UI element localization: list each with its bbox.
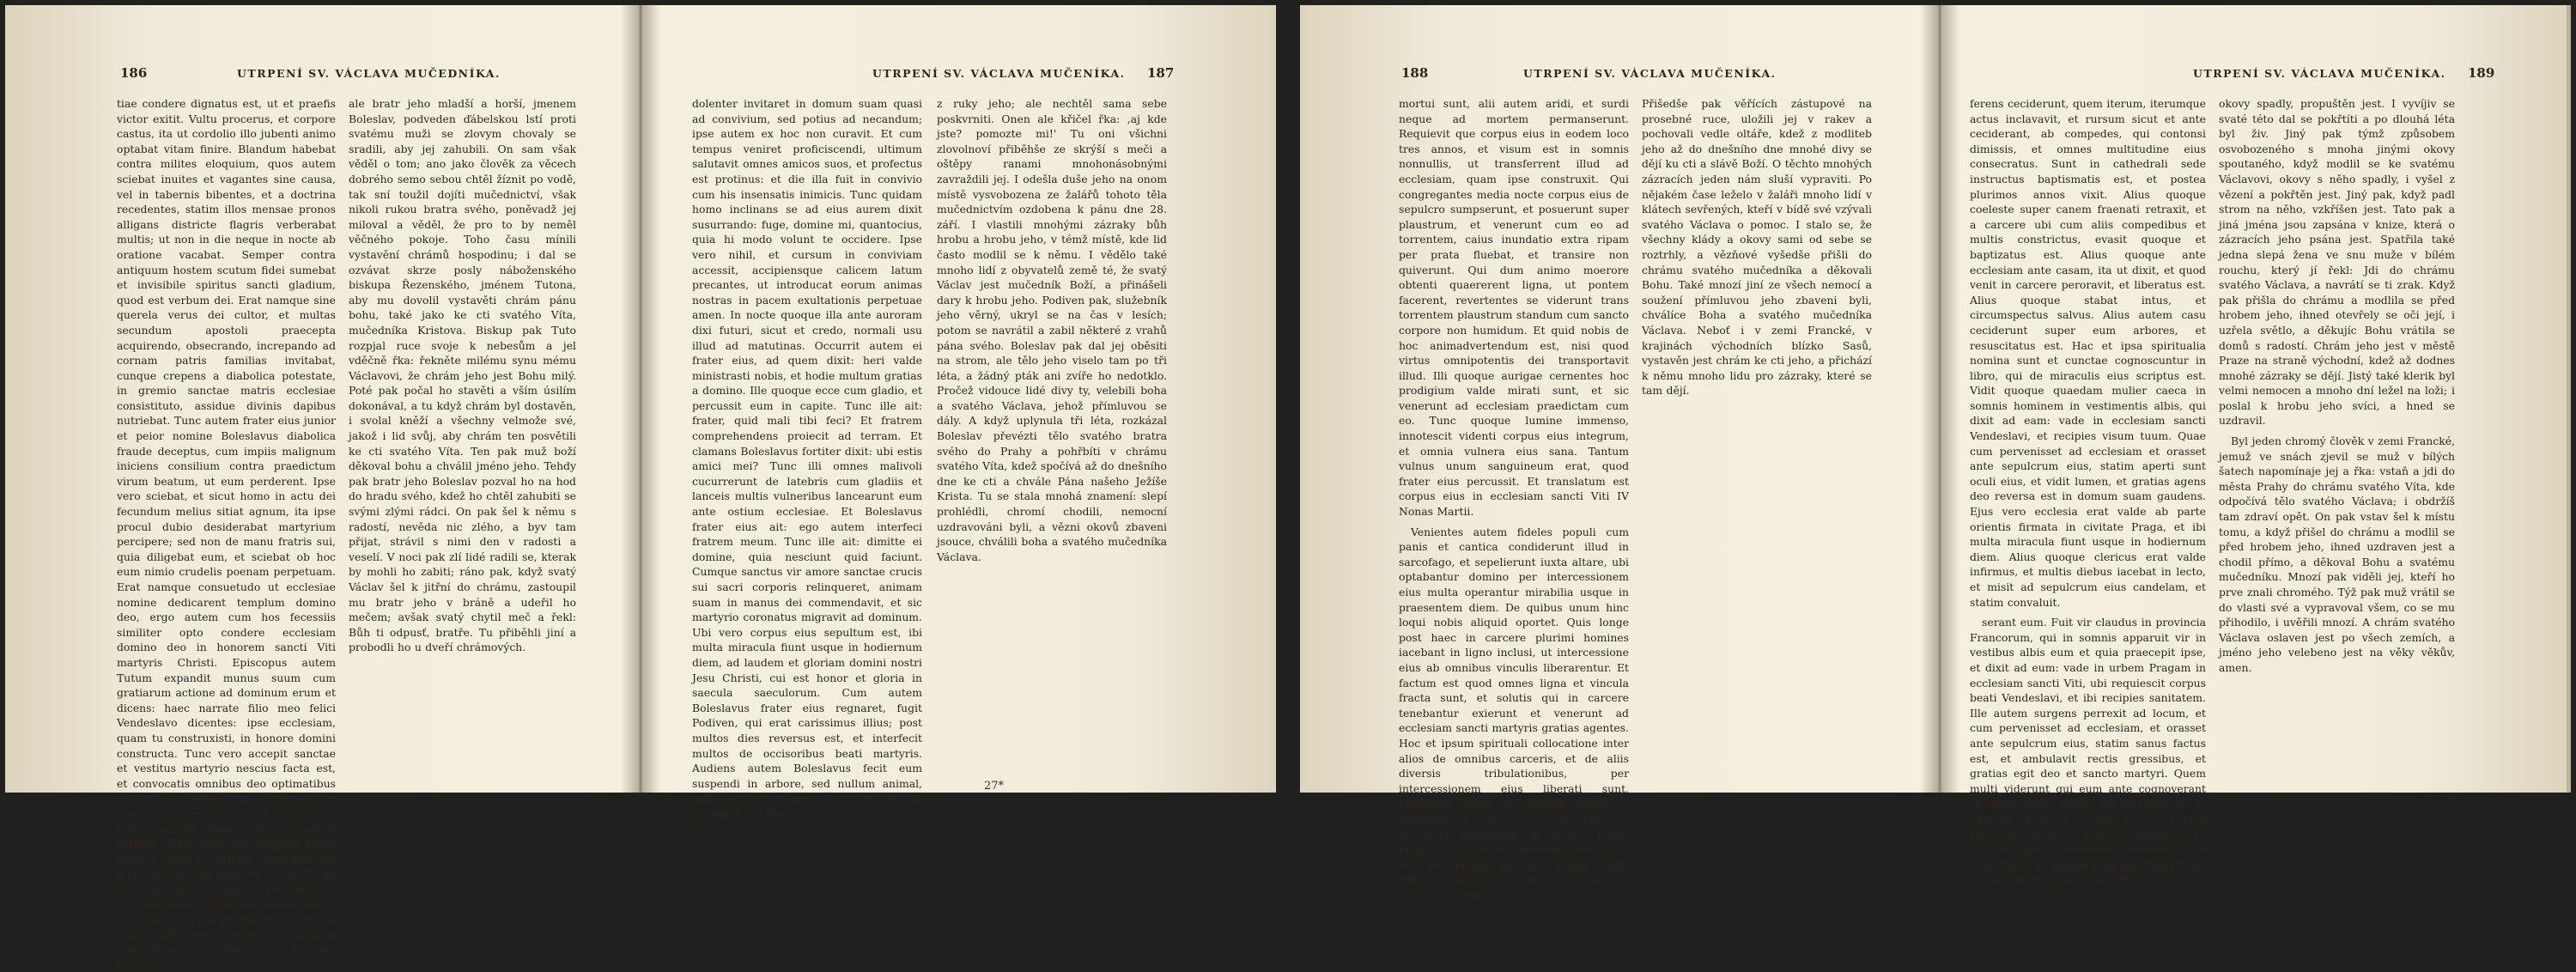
page-186 <box>5 5 641 971</box>
latin-column <box>1970 96 2206 886</box>
page-number: 188 <box>1401 65 1429 81</box>
scan-spread-right <box>1300 5 2571 901</box>
czech-column <box>349 96 576 783</box>
paragraph: Venientes autem fideles populi cum panis et cantica condiderunt illud in sarcofago, et sepelierunt iuxta altare, ubi optabantur domino per intercessionem eius multa operantur mirabilia usque in praesentem diem. De quibus unum hinc loqui nobis aliquid oportet. Quis longe post haec in carcere plurimi homines iacebant in ligno inclusi, ut intercessione eius ab omnibus vinculis liberarentur. Et factum est quod omnes ligna et vincula fracta sunt, et solutis qui in carcere tenebantur exierunt et venerunt ad ecclesiam sancti martyris gratias agentes. Hoc et ipsum spirituali collocatione inter alios de omnibus carceris, et de aliis diversis tribulationibus, per intercessionem eius liberati sunt, laudantes deum et sanctum martyrem Vendeslavum. Nam ecclesia eius in provincia Francorum, in oriente parte, prope ad regionem Saxoniae constructa est, et veniunt ad eam populi multi propter miracula quae ibi fiunt per intercessionem eius. <box>1399 525 1629 901</box>
page-number: 189 <box>2468 65 2495 81</box>
signature-mark: 27* <box>984 780 1005 793</box>
running-head: UTRPENÍ SV. VÁCLAVA MUČENÍKA. <box>2193 67 2446 80</box>
czech-column <box>1642 96 1872 783</box>
page-187 <box>641 5 1276 820</box>
latin-column <box>692 96 922 820</box>
paragraph: ale bratr jeho mladší a horší, jmenem Boleslav, podveden ďábelskou lstí proti svatému muži se zlovym chovaly se sradili, aby jej zahubili. On sam však věděl o tom; ano jako člověk za věcech dobrého semo sebou chtěl žíznit po vodě, tak sní toužil dojíti mučednictví, však nikoli rukou bratra svého, poněvadž jej miloval a věděl, že pro to by neměl věčného pokoje. Toho času mínili vystavění chrámů hospodinu; i dal se ozvávat skrze posly náboženského biskupa Řezenského, jménem Tutona, aby mu dovolil vystavěti chrám pánu bohu, také jako ke cti svatého Víta, mučedníka Kristova. Biskup pak Tuto rozpjal ruce svoje k nebesům a jel vděčně řka: řekněte milému synu mému Václavovi, že chrám jeho jest Bohu milý. Poté pak počal ho stavěti a vším úsilím dokonával, a tu když chrám byl dostavěn, i svolal kněží a všechny velmože své, jakož i lid svůj, aby chrám ten posvětili ke cti svatého Víta. Ten pak muž boží děkoval bohu a chválil jméno jeho. Tehdy pak bratr jeho Boleslav pozval ho na hod do hradu svého, kdež ho chtěl zahubiti se svými zlými rádci. On pak šel k němu s radostí, nevěda nic zlého, a byv tam přijat, strávil s nimi den v radosti a veselí. V noci pak zlí lidé radili se, kterak by mohli ho zabiti; ráno pak, když svatý Václav šel k jitřní do chrámu, zastoupil mu bratr jeho v bráně a udeřil ho mečem; avšak svatý chytil meč a řekl: Bůh ti odpusť, bratře. Tu přiběhli jiní a probodli ho u dveří chrámových. <box>349 97 576 654</box>
scan-spread-left <box>5 5 1276 971</box>
running-head: UTRPENÍ SV. VÁCLAVA MUČEDNÍKA. <box>237 67 501 80</box>
running-head: UTRPENÍ SV. VÁCLAVA MUČENÍKA. <box>1523 67 1777 80</box>
paragraph: serant eum. Fuit vir claudus in provincia Francorum, qui in somnis apparuit vir in vestibus albis eum et quia praecepit ipse, et dixit ad eum: vade in urbem Pragam in ecclesiam sancti Viti, ubi requiescit corpus beati Vendeslavi, et ibi recipies sanitatem. Ille autem surgens perrexit ad locum, et cum pervenisset ad ecclesiam, et orasset ante sepulcrum eius, statim sanus factus est, et ambulavit rectis gressibus, et gratias egit deo et sancto martyri. Quem multi viderunt qui eum ante cognoverant claudum. Idem autem vir reversus est in patriam suam, et omnibus nuntiavit quae sibi contigerant, et multi crediderunt. Et ecclesia sancti Vendeslavi exaltata est in omni terra, et nomen eius glorificatum est in saecula saeculorum, amen. <box>1970 616 2206 886</box>
paragraph: mortui sunt, alii autem aridi, et surdi neque ad mortem permanserunt. Requievit que corpus eius in eodem loco tres annos, et visum est in somnis nonnullis, ut transferrent illud ad ecclesiam, quam ipse construxit. Qui congregantes media nocte corpus eius de sepulcro sumpserunt, et posuerunt super plaustrum, et venerunt cum eo ad torrentem, caius inundatio extra ripam per prata fluebat, et transire non quiverunt. Qui dum animo moerore obtenti quaererent ligna, ut pontem facerent, revertentes se viderunt trans torrentem plaustrum standum cum sancto corpore non humidum. Et quid nobis de hoc animadvertendum est, nisi quod virtus omnipotentis dei transportavit illud. Illi quoque aurigae cernentes hoc prodigium valde mirati sunt, et sic venerunt ad ecclesiam praedictam cum eo. Tunc quoque lumine immenso, innotescit videnti corpus eius integrum, et omnia vulnera eius sana. Tantum vulnus unum sanguineum erat, quod frater eius percussit. Et translatum est corpus eius in ecclesiam sancti Viti IV Nonas Martii. <box>1399 97 1629 519</box>
paragraph: Byl jeden chromý člověk v zemi Francké, jemuž ve snách zjevil se muž v bílých šatech napomínaje jej a řka: vstaň a jdi do města Prahy do chrámu svatého Víta, kde odpočívá tělo svatého Václava; i obdržíš tam zdraví opět. On pak vstav šel k místu tomu, a když přišel do chrámu a modlil se před hrobem jeho, ihned uzdraven jest a chodil přímo, a děkoval Bohu a svatému mučedníku. Mnozí pak viděli jej, kteří ho prve znali chromého. Týž pak muž vrátil se do vlasti své a vypravoval všem, co se mu přihodilo, i uvěřili mnozí. A chrám svatého Václava oslaven jest po všech zemích, a jméno jeho velebeno jest na věky věkův, amen. <box>2219 434 2455 674</box>
paragraph: Přišedše pak věřících zástupové na prosebné ruce, uložili jej v rakev a pochovali vedle oltáře, kdež z modliteb jeho až do dnešního dne mnohé divy se dějí ku cti a slávě Boží. O těchto mnohých zázracích jeden nám sluší vypraviti. Po nějakém čase leželo v žaláři mnoho lidí v klátech sevřených, kteří v bídě své vzývali svatého Václava o pomoc. I stalo se, že všechny klády a okovy sami od sebe se roztrhly, a vězňové vyšedše přišli do chrámu svatého mučedníka a děkovali Bohu. Také mnozí jiní ze všech nemocí a soužení přímluvou jeho zbaveni byli, chválíce Boha a svatého mučedníka Václava. Neboť i v zemi Francké, v krajinách východních blízko Sasů, vystavěn jest chrám ke cti jeho, a přichází k němu mnoho lidu pro zázraky, které se tam dějí. <box>1642 97 1872 398</box>
paragraph: dolenter invitaret in domum suam quasi ad convivium, sed potius ad necandum; ipse autem ex hoc non curavit. Et cum tempus veniret proficiscendi, ultimum salutavit omnes amicos suos, et profectus est protinus: et die illa fuit in convivio cum his insensatis inimicis. Tunc quidam homo inclinans se ad eius aurem dixit susurrando: fuge, domine mi, quantocius, quia hi modo volunt te occidere. Ipse vero nihil, et cursum in conviviam accessit, accipiensque calicem latum precantes, ut introducat eorum animas nostras in pacem exultationis perpetuae amen. In nocte quoque illa ante auroram dixi futuri, sicut et credo, normali usu illud ad matutinas. Occurrit autem ei frater eius, ad quem dixit: heri valde ministrasti nobis, et hodie multum gratias a domino. Ille quoque ecce cum gladio, et percussit eum in capite. Tunc ille ait: frater, quid mali tibi feci? Et fratrem comprehendens proiecit ad terram. Et clamans Boleslavus fortiter dixit: ubi estis amici mei? Tunc illi omnes malivoli cucurrerunt de latebris cum gladiis et lanceis multis vulneribus lancearunt eum ante ostium ecclesiae. Et Boleslavus frater eius ait: ego autem interfeci fratrem meum. Tunc ille ait: dimitte ei domine, quia nesciunt quid faciunt. Cumque sanctus vir amore sanctae crucis sui sacri corporis relinqueret, animam suam in manus dei commendavit, et sic martyrio coronatus migravit ad dominum. Ubi vero corpus eius sepultum est, ibi multa miracula fiunt usque in hodiernum diem, ad laudem et gloriam domini nostri Jesu Christi, cui est honor et gloria in saecula saeculorum. Cum autem Boleslavus frater eius regnaret, fugit Podiven, qui erat carissimus illius; post multos dies reversus est, et interfecit multos de occisoribus beati martyris. Audiens autem Boleslavus fecit eum suspendi in arbore, sed nullum animal, nulla avis tetigit eum, et corpus illius ibi pependit per tres annos. <box>692 97 922 820</box>
czech-column <box>2219 96 2455 783</box>
paragraph: tiae condere dignatus est, ut et praefis victor exitit. Vultu procerus, et corpore castus, ita ut cordolio illo jubenti animo optabat vitam finire. Blandum habebat contra milites eloquium, quos autem sciebat inuites et vagantes sine causa, vel in tabernis bibentes, et a doctrina recedentes, statim illos mensae pronos alligans districte flagris verberabat multis; ut non in die neque in nocte ab oratione vacabat. Semper contra antiquum hostem scutum fidei sumebat et invisibile spiritus sancti gladium, quod est verbum dei. Erat namque sine querela verus dei cultor, et multas secundum apostoli praecepta acquirendo, obsecrando, increpando ad cornam patris familias invitabat, cunque crepens a diabolica potestate, in gremio sanctae matris ecclesiae consistituto, assidue divinis dapibus nutriebat. Tunc autem frater eius junior et peior nomine Boleslavus diabolica fraude deceptus, cum impiis malignum iniciens consilium contra praedictum virum beatum, ut eum perderent. Ipse vero sciebat, et sicut homo in actu dei fecundum melius sitiat agnum, ita ipse procul dubio desiderabat martyrium percipere; sed non de manu fratris sui, quia diligebat eum, et sciebat ob hoc eum nimio crudelis poenam perpetuam. Erat namque consuetudo ut ecclesiae nomine dedicarent templum domino deo, ergo autem cum hos fecessiis similiter opto condere ecclesiam domino deo in honorem sancti Viti martyris Christi. Episcopus autem Tutum expandit munus suum cum gratiarum actione ad dominum erum et dicens: haec narrate filio meo felici Vendeslavo dicentes: ipse ecclesiam, quam tu construxisti, in honore domini constructa. Tunc vero accepit sanctae et vestitus martyrio nescius facta est, et convocatis omnibus deo optimatibus pariter et plebe sua ecclesiam in honorem illius consecrare. Ille igitur homo insiqua suaus cum gratiarum actione. Cum ecce ab ecclesia tertia fratrem suum in castrum suum Boleslav invitavit illum in castrum suum. Et ibi fratrem cum consilio pessimo in ecclesia sancti Viti in die missae dicens ut manente in illa die perdeant eum, et cum fratre non bonus et insidias domesticas in sua domo esse dixerunt fratri. <box>117 97 336 971</box>
latin-column <box>117 96 336 971</box>
page-number: 187 <box>1147 65 1175 81</box>
page-189 <box>1935 5 2571 886</box>
paragraph: z ruky jeho; ale nechtěl sama sebe poskvrniti. Onen ale křičel řka: ‚aj kde jste? pomozte mi!' Tu oni všichni zlovolnoví přiběhše ze skrýší s meči a oštěpy ranami mnohonásobnými zavraždili jej. I odešla duše jeho na onom místě vysvobozena ze žalářů tohoto těla mučednictvím ozdobena k pánu dne 28. září. I vlastili mnohými zázraky bůh hrobu a hrobu jeho, v témž místě, kde lid často modlil se k němu. I vědělo také mnoho lidí z obyvatelů země té, že svatý Václav jest mučedník Boží, a přinášeli dary k hrobu jeho. Podiven pak, služebník jeho věrný, ukryl se na čas v lesích; potom se navrátil a zabil některé z vrahů pána svého. Boleslav pak dal jej oběsiti na strom, ale tělo jeho viselo tam po tři léta, a žádný pták ani zvíře ho nedotklo. Pročež vidouce lidé divy ty, velebili boha a svatého Václava, jehož přímluvou se dály. A když uplynula tři léta, rozkázal Boleslav převézti tělo svatého bratra svého do Prahy a pohřbíti v chrámu svatého Víta, kdež spočívá až do dnešního dne ke cti a chvále Pána našeho Ježíše Krista. Tu se stala mnohá znamení: slepí prohlédli, chromí chodili, nemocní uzdravováni byli, a vězni okovů zbaveni jsouce, chválili boha a svatého mučedníka Václava. <box>937 97 1167 563</box>
paragraph: okovy spadly, propuštěn jest. I vyvíjiv se svaté této dal se pokřtíti a po dlouhá léta byl živ. Jiný pak týmž způsobem osvobozeného s mnoha jinými okovy spoutaného, když modlil se ke svatému Václavovi, okovy s něho spadly, i vyšel z vězení a pokřtěn jest. Jiný pak, když padl strom na něho, vzkříšen jest. Tato pak a jiná jména jsou zapsána v knize, která o zázracích jeho psána jest. Spatřila také jedna slepá žena ve snu muže v bílém rouchu, který jí řekl: Jdi do chrámu svatého Václava, a navrátí se ti zrak. Když pak přišla do chrámu a modlila se před hrobem jeho, ihned otevřely se oči její, i uzřela světlo, a děkujíc Bohu vrátila se domů s radostí. Chrám jeho jest v městě Praze na straně východní, kdež až dodnes mnohé zázraky se dějí. Jistý také klerik byl velmi nemocen a mnoho dní ležel na loži; i poslal k hrobu jeho svíci, a hned se uzdravil. <box>2219 97 2455 428</box>
czech-column <box>937 96 1167 783</box>
page-edge <box>2567 5 2571 793</box>
page-number: 186 <box>120 65 148 81</box>
running-head: UTRPENÍ SV. VÁCLAVA MUČENÍKA. <box>872 67 1126 80</box>
latin-column <box>1399 96 1629 901</box>
paragraph: ferens ceciderunt, quem iterum, iterumque actus inclavavit, et rursum sicut et ante ceciderant, ab compedes, qui contonsi dimissis, et omnes multitudine eius consecratus. Sunt in cathedrali sede instructus baptismatis est, et postea plurimos annos vixit. Alius quoque coeleste super canem fraenati retraxit, et a carcere ubi cum aliis compedibus et multis constrictus, evasit quoque et baptizatus est. Alius quoque ante ecclesiam ante casam, ita ut dixit, et quod venit in carcere peroravit, et liberatus est. Alius quoque stabat intus, et circumspectus salvus. Alius autem casu ceciderunt super eum arbores, et resuscitatus est. Hac et ipsa spiritualia nomina sunt et cunctae cognoscuntur in libro, qui de miraculis eius scriptus est. Vidit quoque quaedam mulier caeca in somnis hominem in vestimentis albis, qui dixit ad eam: vade in ecclesiam sancti Vendeslavi, et recipies visum tuum. Quae cum pervenisset ad ecclesiam et orasset ante sepulcrum eius, statim aperti sunt oculi eius, et vidit lumen, et gratias agens deo reversa est in domum suam gaudens. Ejus vero ecclesia erat valde ab parte orientis firmata in civitate Praga, et ibi multa miracula fiunt usque in hodiernum diem. Alius quoque clericus erat valde infirmus, et multis diebus iacebat in lecto, et misit ad sepulcrum eius candelam, et statim convaluit. <box>1970 97 2206 609</box>
page-188 <box>1300 5 1935 901</box>
